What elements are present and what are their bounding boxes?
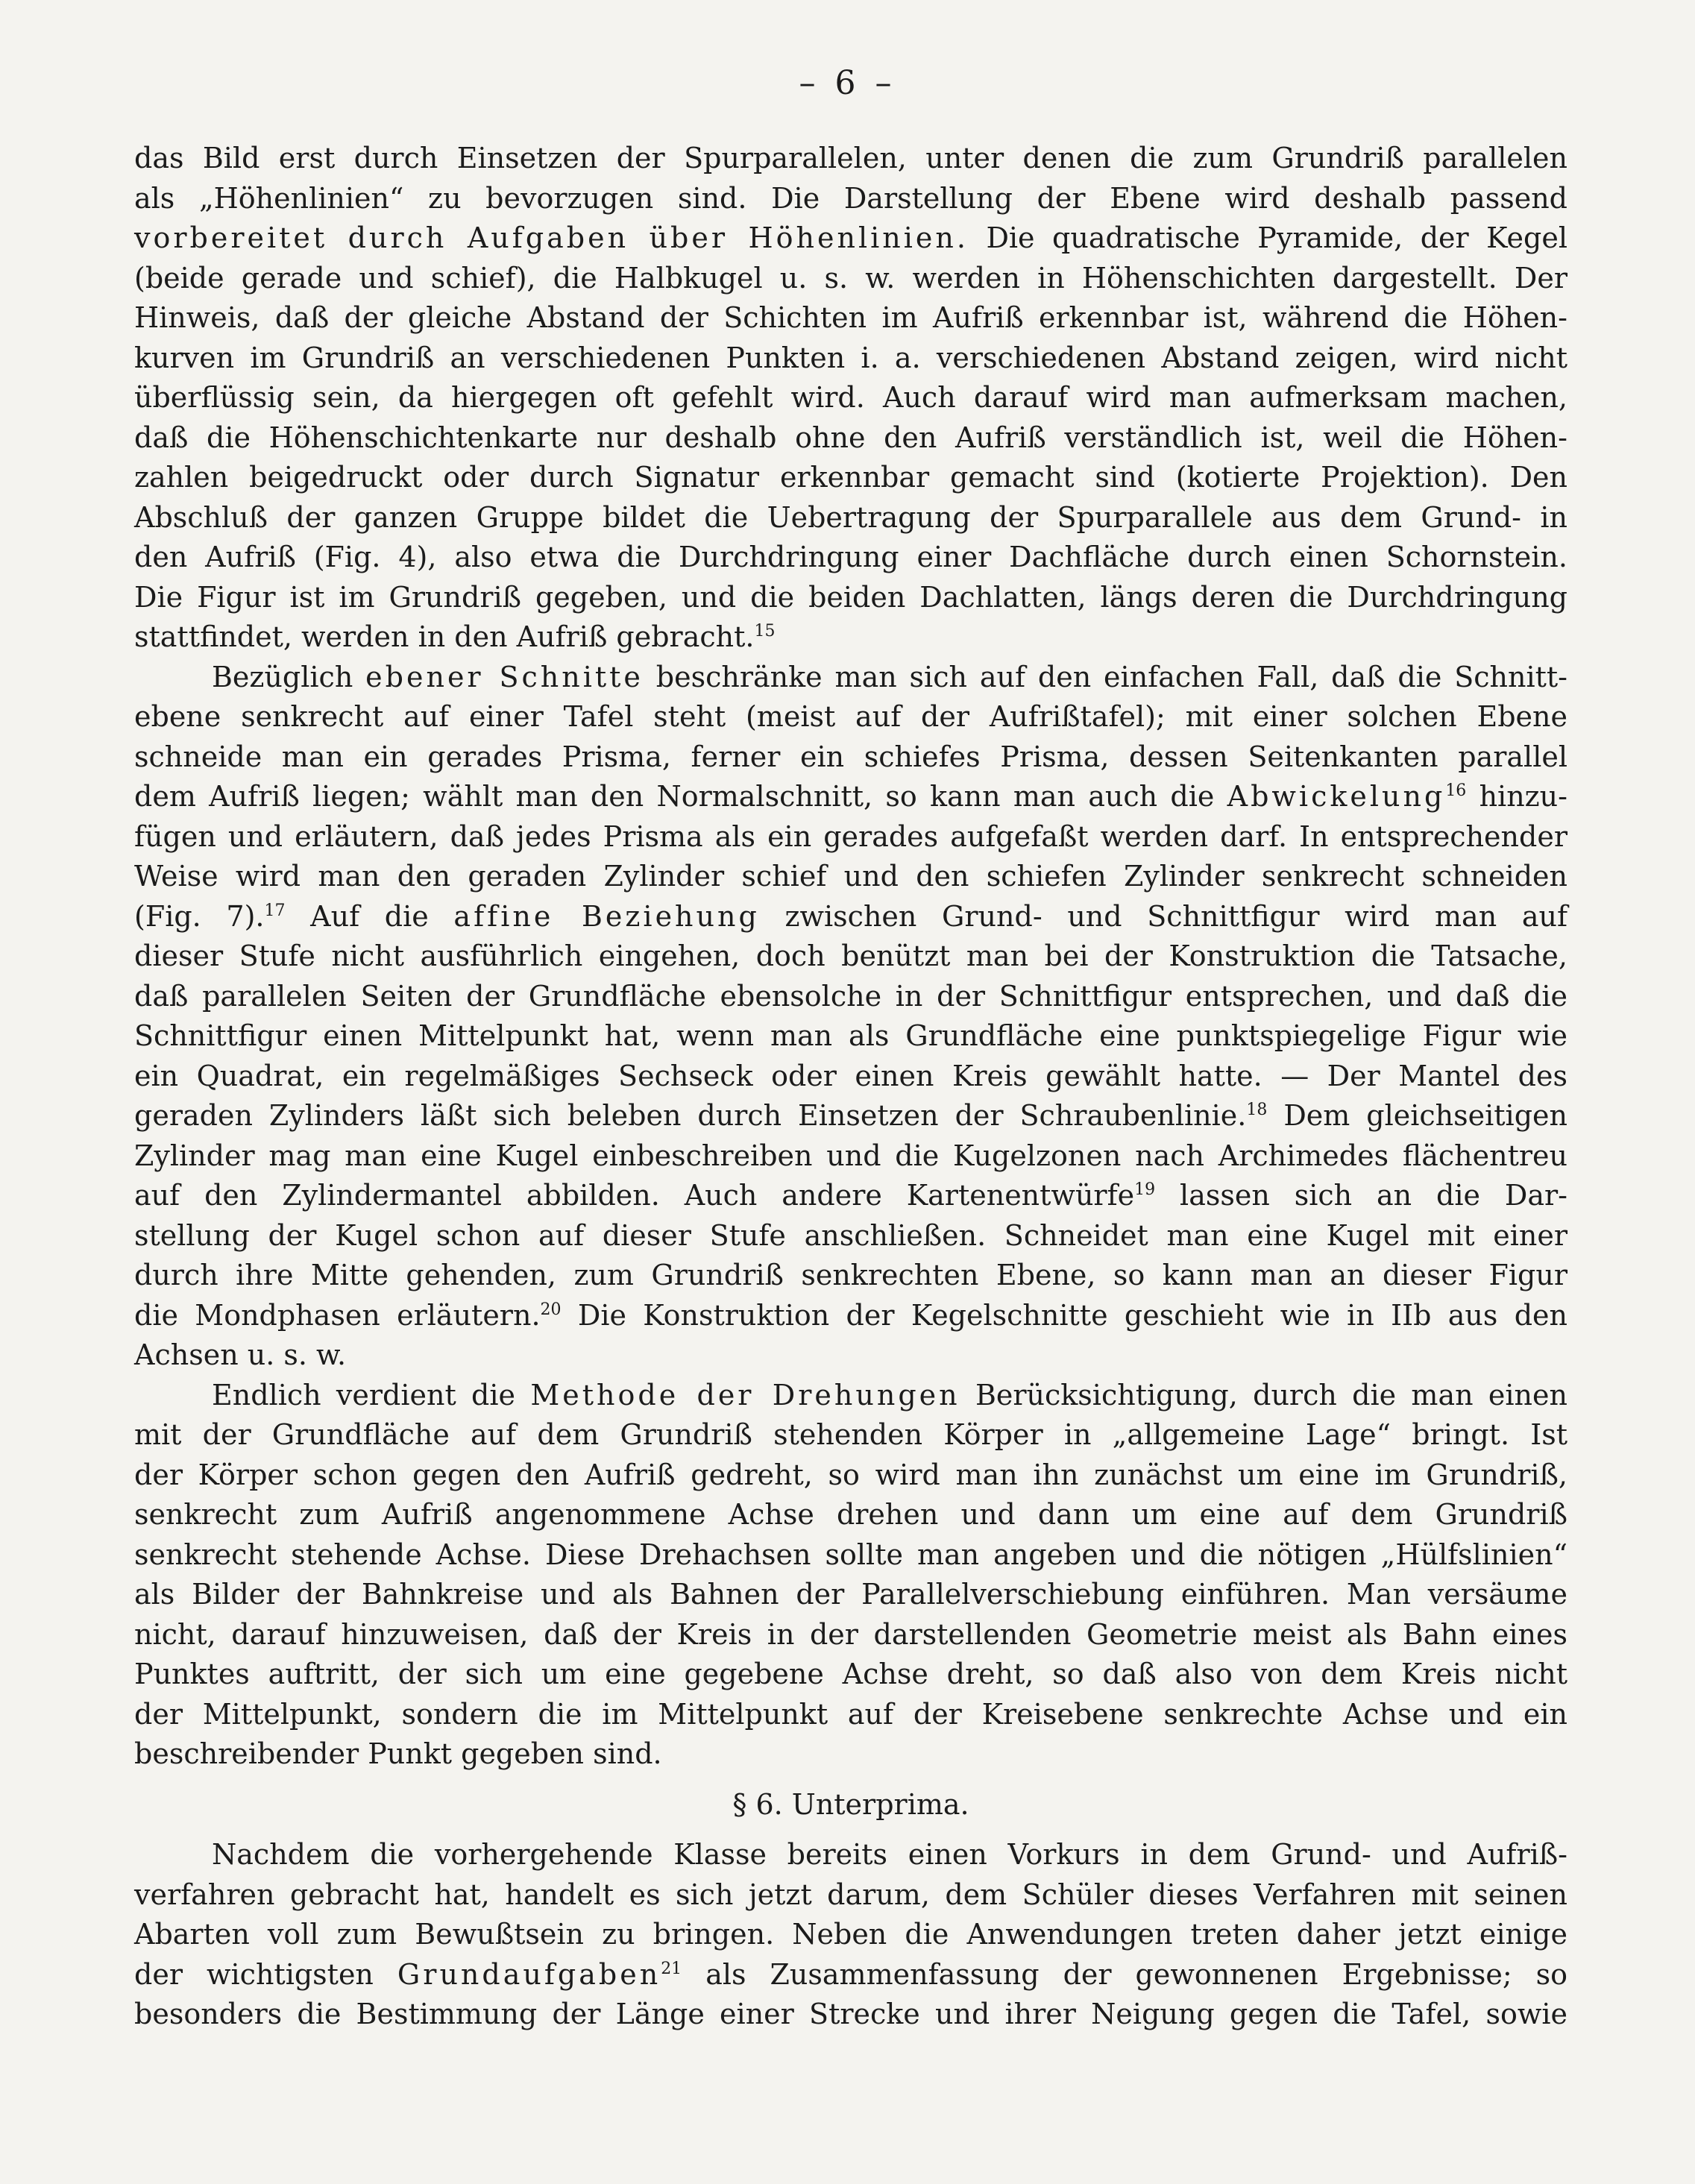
text-line: Abschluß der ganzen Gruppe bildet die Uebertragung der Spurparallele aus dem Grund- in bbox=[134, 500, 1567, 534]
text-line: ebene senkrecht auf einer Tafel steht (meist auf der Aufrißtafel); mit einer solchen Ebene bbox=[134, 700, 1567, 733]
text-line bbox=[134, 1296, 1567, 1336]
text-fragment: Berücksichtigung, durch die man einen bbox=[960, 1378, 1567, 1412]
footnote-marker: 21 bbox=[661, 1959, 682, 1978]
body-text bbox=[134, 139, 1567, 2035]
text-line: nicht, darauf hinzuweisen, daß der Kreis in der darstellenden Geometrie meist als Bahn eines bbox=[134, 1617, 1567, 1651]
page-number: – 6 – bbox=[799, 64, 896, 102]
text-line: Punktes auftritt, der sich um eine gegebene Achse dreht, so daß also von dem Kreis nicht bbox=[134, 1658, 1567, 1690]
text-line: Die Figur ist im Grundriß gegeben, und die beiden Dachlatten, längs deren die Durchdringung bbox=[134, 580, 1567, 614]
spaced-emphasis: Grundaufgaben bbox=[397, 1957, 661, 1991]
text-fragment: zwischen Grund- und Schnittfigur wird man auf bbox=[759, 899, 1568, 933]
footnote-marker: 19 bbox=[1134, 1180, 1156, 1199]
text-line: zahlen beigedruckt oder durch Signatur erkennbar gemacht sind (kotierte Projektion). Den bbox=[134, 461, 1567, 494]
text-line: der Körper schon gegen den Aufriß gedreht, so wird man ihn zunächst um eine im Grundriß, bbox=[134, 1458, 1567, 1491]
text-fragment: Die Konstruktion der Kegelschnitte geschieht wie in IIb aus den bbox=[561, 1298, 1568, 1332]
text-line bbox=[134, 1955, 1567, 1995]
text-fragment: die Mondphasen erläutern. bbox=[134, 1298, 541, 1332]
text-line: Abarten voll zum Bewußtsein zu bringen. Neben die Anwendungen treten daher jetzt einige bbox=[134, 1918, 1567, 1951]
text-line: Zylinder mag man eine Kugel einbeschreiben und die Kugelzonen nach Archimedes flächentreu bbox=[134, 1139, 1567, 1172]
footnote-marker: 15 bbox=[754, 622, 776, 641]
text-line bbox=[134, 897, 1567, 937]
text-line: (beide gerade und schief), die Halbkugel u. s. w. werden in Höhenschichten dargestellt. Der bbox=[134, 261, 1567, 295]
text-fragment: auf den Zylindermantel abbilden. Auch andere Kartenentwürfe bbox=[134, 1179, 1135, 1212]
text-fragment: Endlich verdient die bbox=[212, 1378, 531, 1412]
footnote-marker: 20 bbox=[540, 1300, 562, 1319]
text-line: schneide man ein gerades Prisma, ferner ein schiefes Prisma, dessen Seitenkanten parallel bbox=[134, 740, 1567, 773]
text-line: verfahren gebracht hat, handelt es sich jetzt darum, dem Schüler dieses Verfahren mit seinen bbox=[134, 1878, 1567, 1911]
text-line: das Bild erst durch Einsetzen der Spurparallelen, unter denen die zum Grundriß parallelen bbox=[134, 142, 1567, 174]
text-line bbox=[134, 1096, 1567, 1136]
text-fragment: beschränke man sich auf den einfachen Fall, daß die Schnitt- bbox=[643, 660, 1568, 693]
text-fragment: dem Aufriß liegen; wählt man den Normalschnitt, so kann man auch die bbox=[134, 780, 1227, 813]
text-fragment: als Zusammenfassung der gewonnenen Ergebnisse; so bbox=[682, 1957, 1568, 1991]
text-line: den Aufriß (Fig. 4), also etwa die Durchdringung einer Dachfläche durch einen Schornstein. bbox=[134, 541, 1567, 573]
text-fragment: hinzu- bbox=[1466, 780, 1567, 813]
text-line: als Bilder der Bahnkreise und als Bahnen der Parallelverschiebung einführen. Man versäume bbox=[134, 1578, 1567, 1611]
text-line: senkrecht stehende Achse. Diese Drehachsen sollte man angeben und die nötigen „Hülfslinien“ bbox=[134, 1538, 1567, 1571]
text-fragment: lassen sich an die Dar- bbox=[1155, 1179, 1567, 1212]
text-line: besonders die Bestimmung der Länge einer Strecke und ihrer Neigung gegen die Tafel, sowie bbox=[134, 1998, 1567, 2030]
spaced-emphasis: Methode der Drehungen bbox=[530, 1378, 960, 1412]
text-fragment: der wichtigsten bbox=[134, 1957, 397, 1991]
text-line: ein Quadrat, ein regelmäßiges Sechseck oder einen Kreis gewählt hatte. — Der Mantel des bbox=[134, 1059, 1567, 1092]
text-line: stellung der Kugel schon auf dieser Stufe anschließen. Schneidet man eine Kugel mit einer bbox=[134, 1218, 1567, 1252]
text-line: daß parallelen Seiten der Grundfläche ebensolche in der Schnittfigur entsprechen, und daß die bbox=[134, 979, 1567, 1013]
text-fragment: Bezüglich bbox=[212, 660, 366, 693]
text-line: überflüssig sein, da hiergegen oft gefehlt wird. Auch darauf wird man aufmerksam machen, bbox=[134, 381, 1567, 414]
spaced-emphasis: affine Beziehung bbox=[453, 899, 760, 933]
text-fragment: Die quadratische Pyramide, der Kegel bbox=[968, 221, 1567, 254]
text-line: als „Höhenlinien“ zu bevorzugen sind. Die Darstellung der Ebene wird deshalb passend bbox=[134, 181, 1567, 215]
text-line: der Mittelpunkt, sondern die im Mittelpunkt auf der Kreisebene senkrechte Achse und ein bbox=[134, 1697, 1567, 1731]
spaced-emphasis: ebener Schnitte bbox=[365, 660, 644, 693]
text-line: mit der Grundfläche auf dem Grundriß stehenden Körper in „allgemeine Lage“ bringt. Ist bbox=[134, 1418, 1567, 1451]
text-line: Nachdem die vorhergehende Klasse bereits einen Vorkurs in dem Grund- und Aufriß- bbox=[212, 1838, 1567, 1871]
text-line: Hinweis, daß der gleiche Abstand der Schichten im Aufriß erkennbar ist, während die Höhen- bbox=[134, 301, 1567, 334]
text-fragment: Dem gleichseitigen bbox=[1267, 1099, 1567, 1132]
text-line bbox=[134, 617, 1567, 658]
text-line bbox=[134, 658, 1567, 698]
text-fragment: Auf die bbox=[285, 899, 454, 933]
text-line bbox=[134, 777, 1567, 817]
text-line: dieser Stufe nicht ausführlich eingehen, doch benützt man bei der Konstruktion die Tatsache, bbox=[134, 940, 1567, 972]
text-line bbox=[134, 218, 1567, 259]
text-line: senkrecht zum Aufriß angenommene Achse drehen und dann um eine auf dem Grundriß bbox=[134, 1498, 1567, 1531]
text-line: Weise wird man den geraden Zylinder schief und den schiefen Zylinder senkrecht schneiden bbox=[134, 860, 1567, 893]
text-line bbox=[134, 1176, 1567, 1216]
text-fragment: (Fig. 7). bbox=[134, 899, 265, 933]
footnote-marker: 18 bbox=[1246, 1101, 1268, 1119]
text-line: Schnittfigur einen Mittelpunkt hat, wenn man als Grundfläche eine punktspiegelige Figur wie bbox=[134, 1019, 1567, 1052]
spaced-emphasis: vorbereitet durch Aufgaben über Höhenlinien. bbox=[134, 221, 969, 254]
text-line bbox=[134, 1376, 1567, 1416]
text-fragment: geraden Zylinders läßt sich beleben durch Einsetzen der Schraubenlinie. bbox=[134, 1099, 1247, 1132]
footnote-marker: 16 bbox=[1445, 781, 1467, 800]
section-heading: § 6. Unterprima. bbox=[732, 1787, 969, 1821]
text-line: beschreibender Punkt gegeben sind. bbox=[134, 1737, 662, 1770]
text-line: kurven im Grundriß an verschiedenen Punkten i. a. verschiedenen Abstand zeigen, wird nicht bbox=[134, 341, 1567, 374]
spaced-emphasis: Abwickelung bbox=[1227, 780, 1446, 813]
text-line: fügen und erläutern, daß jedes Prisma als ein gerades aufgefaßt werden darf. In entsprechender bbox=[134, 819, 1567, 853]
text-fragment: stattfindet, werden in den Aufriß gebracht. bbox=[134, 620, 755, 653]
footnote-marker: 17 bbox=[264, 901, 286, 920]
text-line: daß die Höhenschichtenkarte nur deshalb ohne den Aufriß verständlich ist, weil die Höhen- bbox=[134, 421, 1567, 454]
text-line: Achsen u. s. w. bbox=[134, 1338, 347, 1371]
text-line: durch ihre Mitte gehenden, zum Grundriß senkrechten Ebene, so kann man an dieser Figur bbox=[134, 1259, 1567, 1291]
